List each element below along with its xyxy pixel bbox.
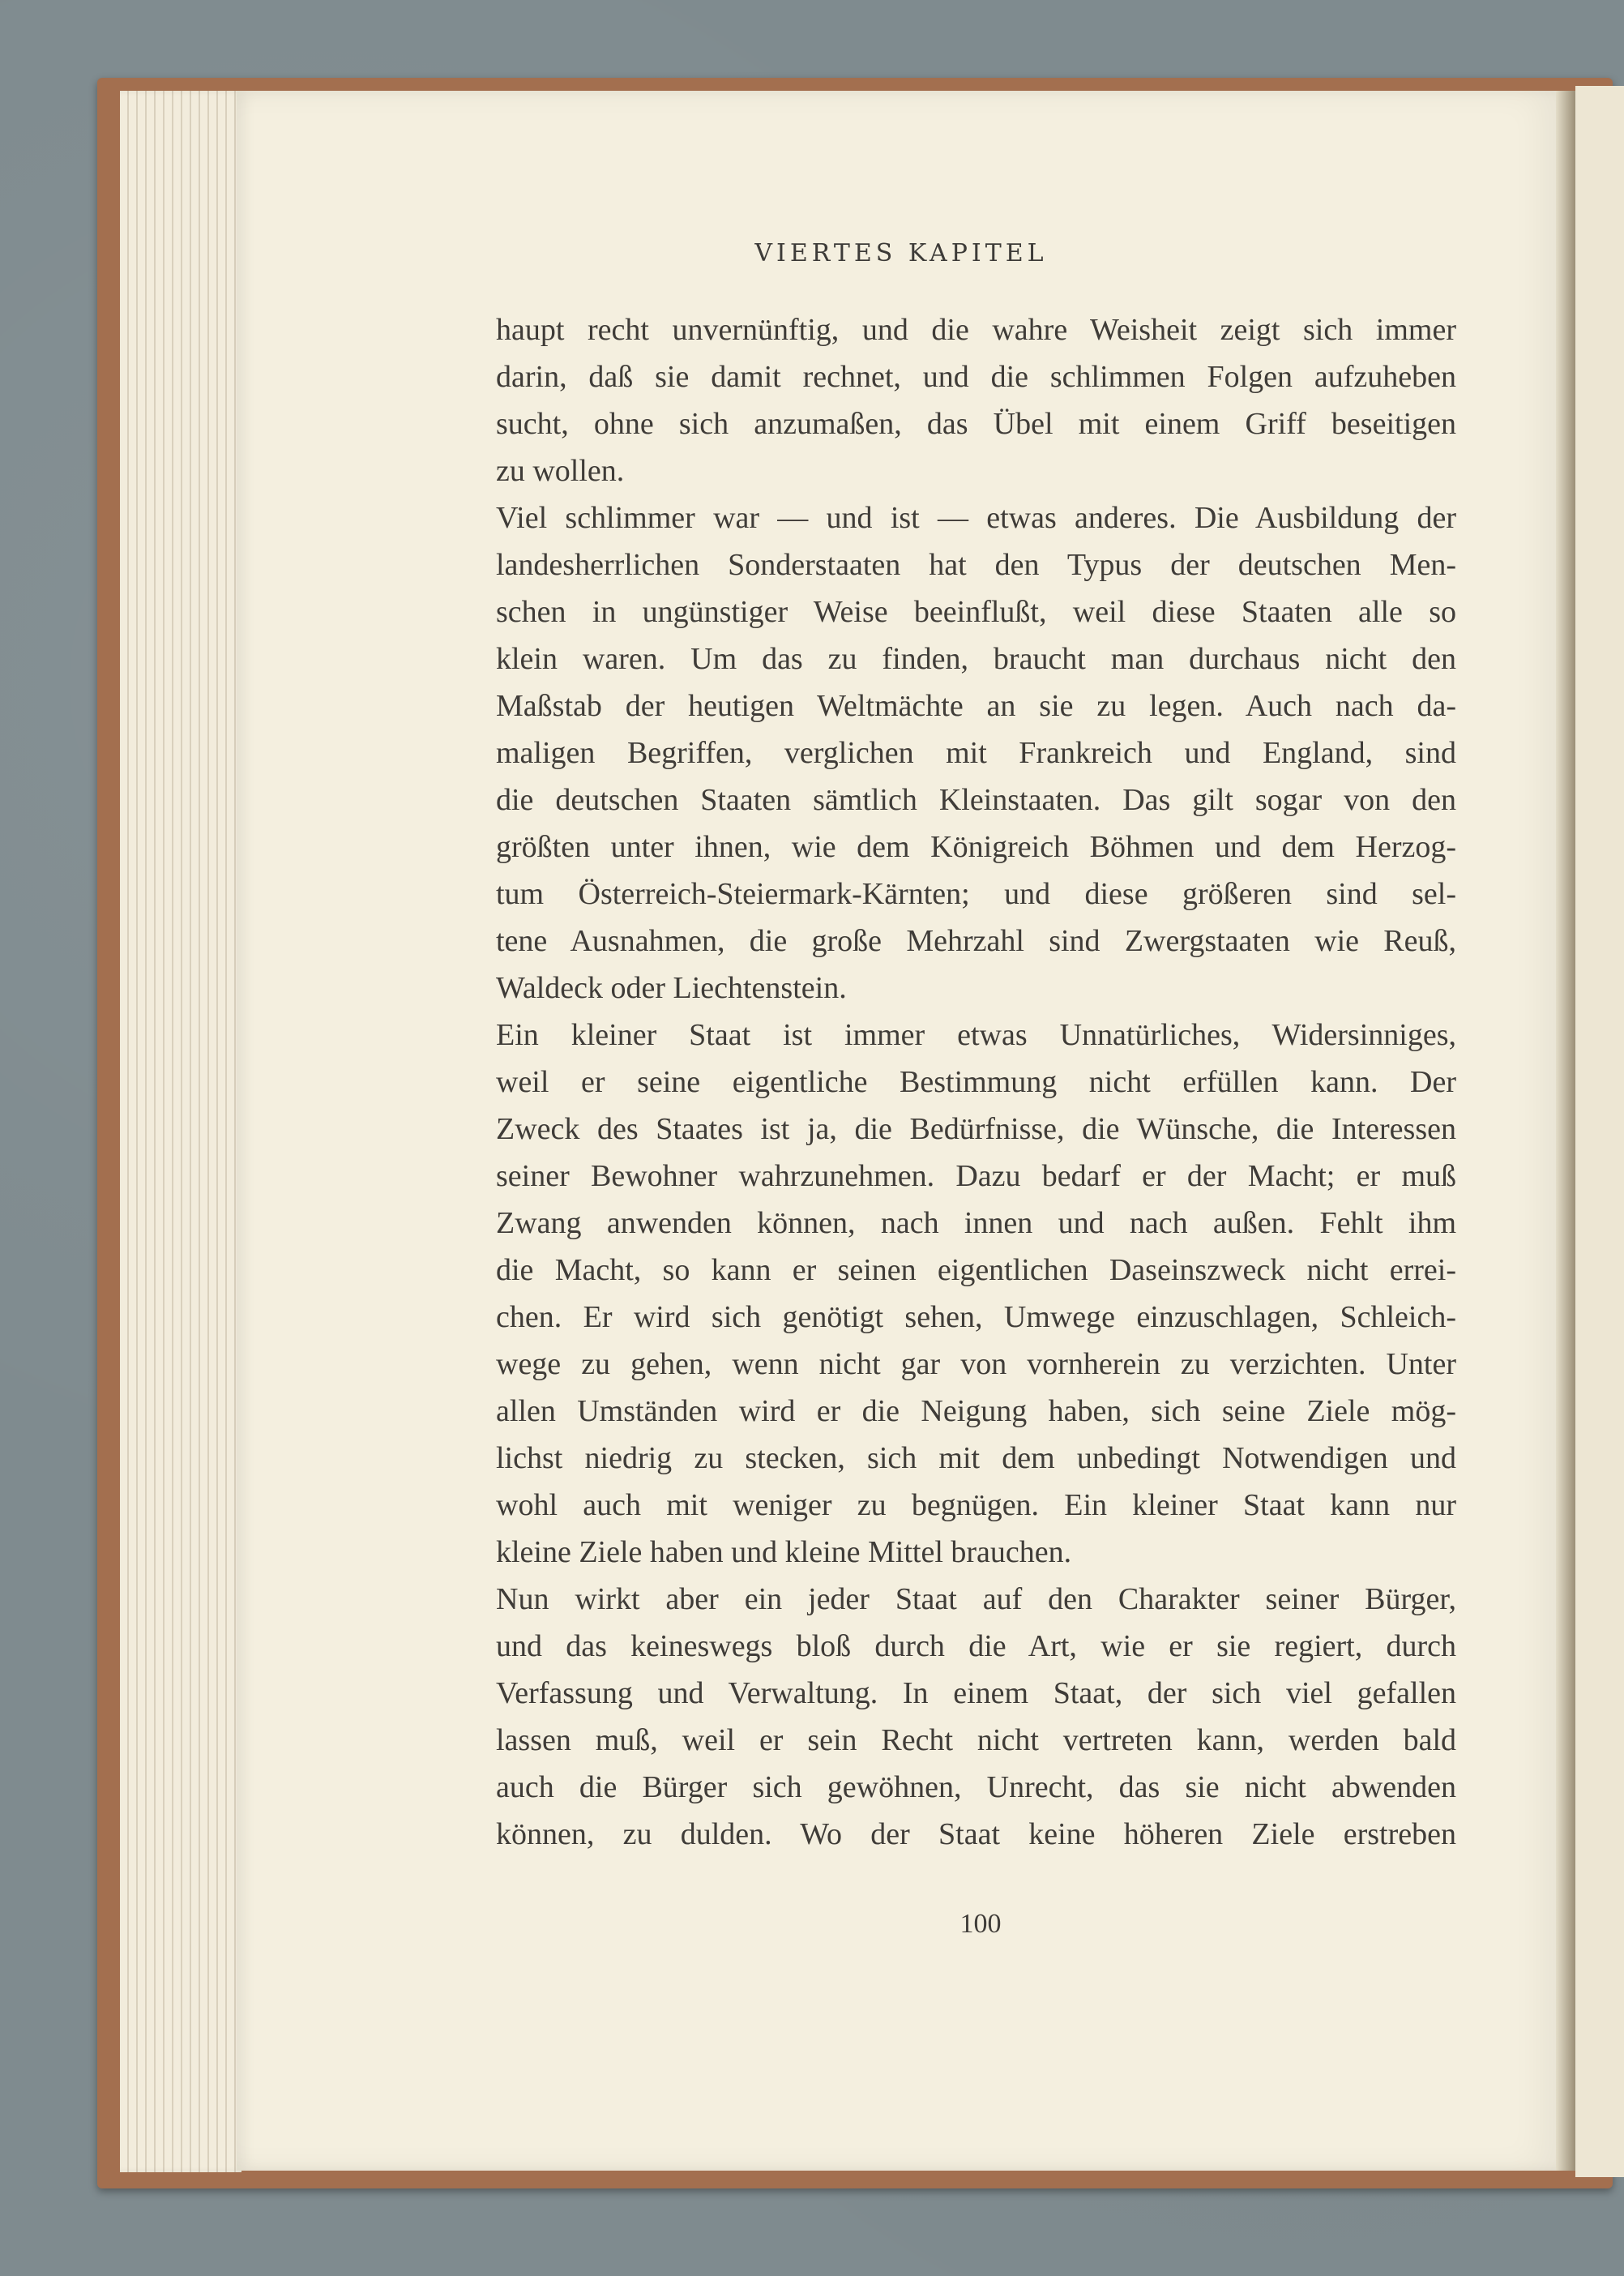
text-line: Zweck des Staates ist ja, die Bedürfnisse, die Wünsche, die Interessen: [496, 1112, 1456, 1146]
text-line: können, zu dulden. Wo der Staat keine höheren Ziele erstreben: [496, 1817, 1456, 1851]
text-line: Maßstab der heutigen Weltmächte an sie zu legen. Auch nach da-: [496, 689, 1456, 723]
text-line: landesherrlichen Sonderstaaten hat den Typus der deutschen Men-: [496, 548, 1456, 582]
text-line: kleine Ziele haben und kleine Mittel brauchen.: [496, 1535, 1072, 1569]
text-line: zu wollen.: [496, 454, 625, 488]
text-line: tum Österreich-Steiermark-Kärnten; und diese größeren sind sel-: [496, 877, 1456, 911]
page-number: 100: [959, 1909, 1002, 1939]
text-line: die Macht, so kann er seinen eigentlichen Daseinszweck nicht errei-: [496, 1253, 1456, 1287]
text-line: größten unter ihnen, wie dem Königreich Böhmen und dem Herzog-: [496, 830, 1456, 864]
text-line: schen in ungünstiger Weise beeinflußt, weil diese Staaten alle so: [496, 595, 1456, 629]
text-line: Viel schlimmer war — und ist — etwas anderes. Die Ausbildung der: [496, 501, 1456, 535]
text-line: auch die Bürger sich gewöhnen, Unrecht, das sie nicht abwenden: [496, 1770, 1456, 1804]
text-line: wohl auch mit weniger zu begnügen. Ein kleiner Staat kann nur: [496, 1488, 1456, 1522]
text-line: haupt recht unvernünftig, und die wahre Weisheit zeigt sich immer: [496, 313, 1456, 347]
text-line: lichst niedrig zu stecken, sich mit dem unbedingt Notwendigen und: [496, 1441, 1456, 1475]
text-line: darin, daß sie damit rechnet, und die schlimmen Folgen aufzuheben: [496, 360, 1456, 394]
text-line: tene Ausnahmen, die große Mehrzahl sind Zwergstaaten wie Reuß,: [496, 924, 1456, 958]
text-line: chen. Er wird sich genötigt sehen, Umwege einzuschlagen, Schleich-: [496, 1300, 1456, 1334]
text-line: Ein kleiner Staat ist immer etwas Unnatürliches, Widersinniges,: [496, 1018, 1456, 1052]
text-line: allen Umständen wird er die Neigung haben, sich seine Ziele mög-: [496, 1394, 1456, 1428]
facing-page-edge: [1575, 86, 1624, 2177]
text-line: Zwang anwenden können, nach innen und nach außen. Fehlt ihm: [496, 1206, 1456, 1240]
text-line: klein waren. Um das zu finden, braucht man durchaus nicht den: [496, 642, 1456, 676]
text-line: maligen Begriffen, verglichen mit Frankreich und England, sind: [496, 736, 1456, 770]
text-line: Verfassung und Verwaltung. In einem Staat, der sich viel gefallen: [496, 1676, 1456, 1710]
page-gutter: [1556, 91, 1575, 2171]
text-line: und das keineswegs bloß durch die Art, wie er sie regiert, durch: [496, 1629, 1456, 1663]
text-line: Nun wirkt aber ein jeder Staat auf den Charakter seiner Bürger,: [496, 1582, 1456, 1616]
text-line: die deutschen Staaten sämtlich Kleinstaaten. Das gilt sogar von den: [496, 783, 1456, 817]
text-line: seiner Bewohner wahrzunehmen. Dazu bedarf er der Macht; er muß: [496, 1159, 1456, 1193]
text-line: wege zu gehen, wenn nicht gar von vornherein zu verzichten. Unter: [496, 1347, 1456, 1381]
text-line: lassen muß, weil er sein Recht nicht vertreten kann, werden bald: [496, 1723, 1456, 1757]
running-header: VIERTES KAPITEL: [754, 239, 1048, 267]
text-line: sucht, ohne sich anzumaßen, das Übel mit einem Griff beseitigen: [496, 407, 1456, 441]
text-line: Waldeck oder Liechtenstein.: [496, 971, 847, 1005]
body-text: [496, 306, 1456, 1858]
text-line: weil er seine eigentliche Bestimmung nicht erfüllen kann. Der: [496, 1065, 1456, 1099]
page-edges: [120, 91, 241, 2172]
